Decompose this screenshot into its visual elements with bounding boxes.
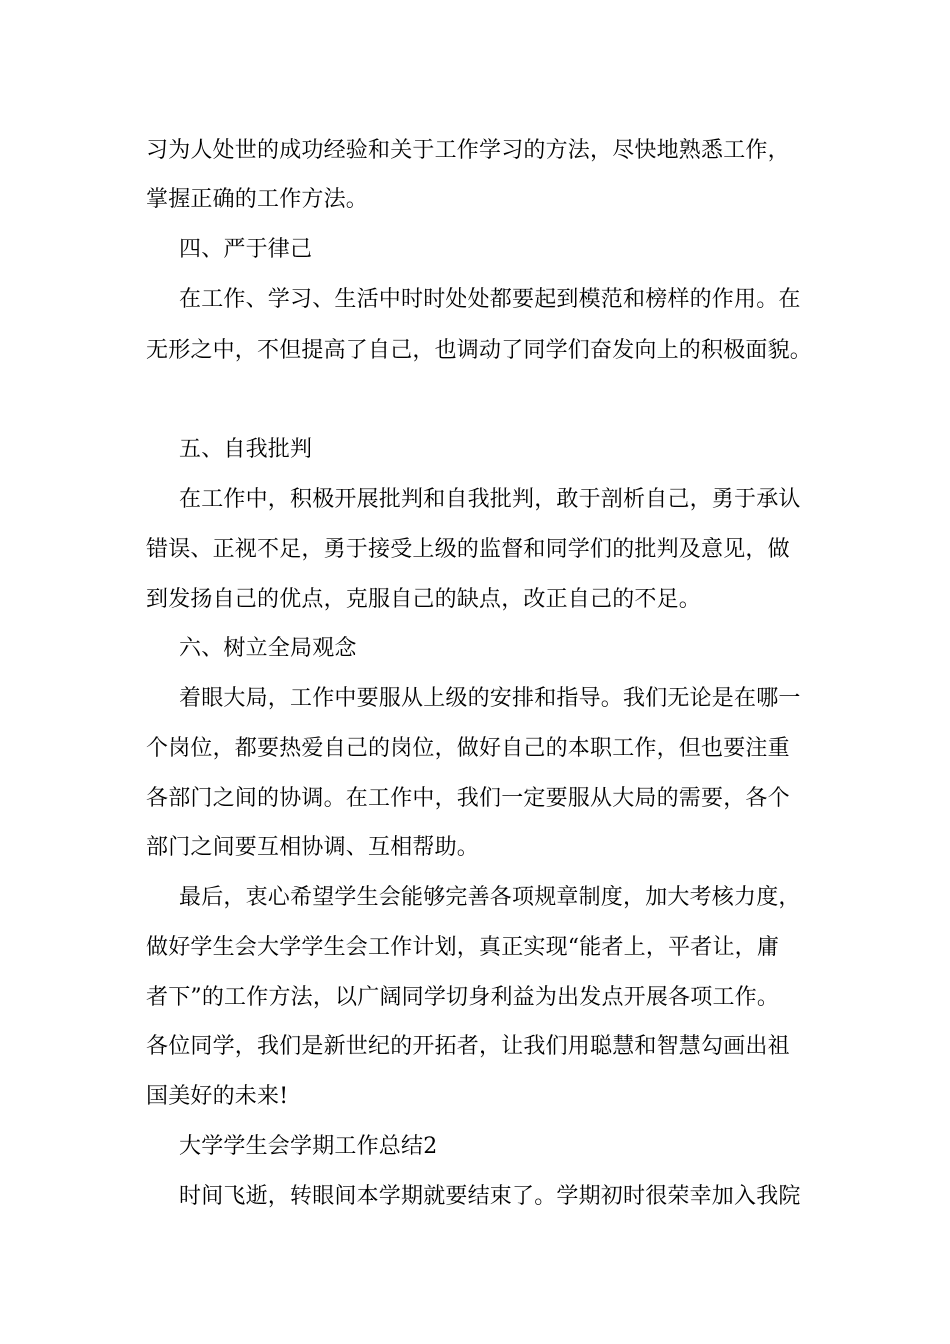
body-text-line: 部门之间要互相协调、互相帮助。 — [146, 835, 480, 860]
body-text-line: 时间飞逝，转眼间本学期就要结束了。学期初时很荣幸加入我院 — [179, 1184, 801, 1209]
body-text-line: 个岗位，都要热爱自己的岗位，做好自己的本职工作，但也要注重 — [146, 736, 790, 761]
body-text-line: 错误、正视不足，勇于接受上级的监督和同学们的批判及意见，做 — [146, 537, 790, 562]
body-text-line: 在工作、学习、生活中时时处处都要起到模范和榜样的作用。在 — [179, 287, 801, 312]
body-text-line: 国美好的未来! — [146, 1084, 289, 1109]
body-text-line: 做好学生会大学学生会工作计划，真正实现“能者上，平者让，庸 — [146, 935, 780, 960]
section-heading: 五、自我批判 — [179, 437, 313, 462]
body-text-line: 最后，衷心希望学生会能够完善各项规章制度，加大考核力度， — [179, 885, 801, 910]
body-text-line: 各位同学，我们是新世纪的开拓者，让我们用聪慧和智慧勾画出祖 — [146, 1034, 790, 1059]
section-heading: 四、严于律己 — [179, 237, 313, 262]
body-text-line: 无形之中，不但提高了自己，也调动了同学们奋发向上的积极面貌。 — [146, 338, 813, 363]
body-text-line: 各部门之间的协调。在工作中，我们一定要服从大局的需要，各个 — [146, 786, 790, 811]
body-text-line: 习为人处世的成功经验和关于工作学习的方法，尽快地熟悉工作， — [146, 138, 790, 163]
body-text-line: 者下”的工作方法，以广阔同学切身利益为出发点开展各项工作。 — [146, 985, 780, 1010]
body-text-line: 着眼大局，工作中要服从上级的安排和指导。我们无论是在哪一 — [179, 686, 801, 711]
body-text-line: 在工作中，积极开展批判和自我批判，敢于剖析自己，勇于承认 — [179, 487, 801, 512]
section-title: 大学学生会学期工作总结2 — [179, 1134, 438, 1159]
body-text-line: 掌握正确的工作方法。 — [146, 187, 369, 212]
section-heading: 六、树立全局观念 — [179, 636, 357, 661]
body-text-line: 到发扬自己的优点，克服自己的缺点，改正自己的不足。 — [146, 587, 702, 612]
